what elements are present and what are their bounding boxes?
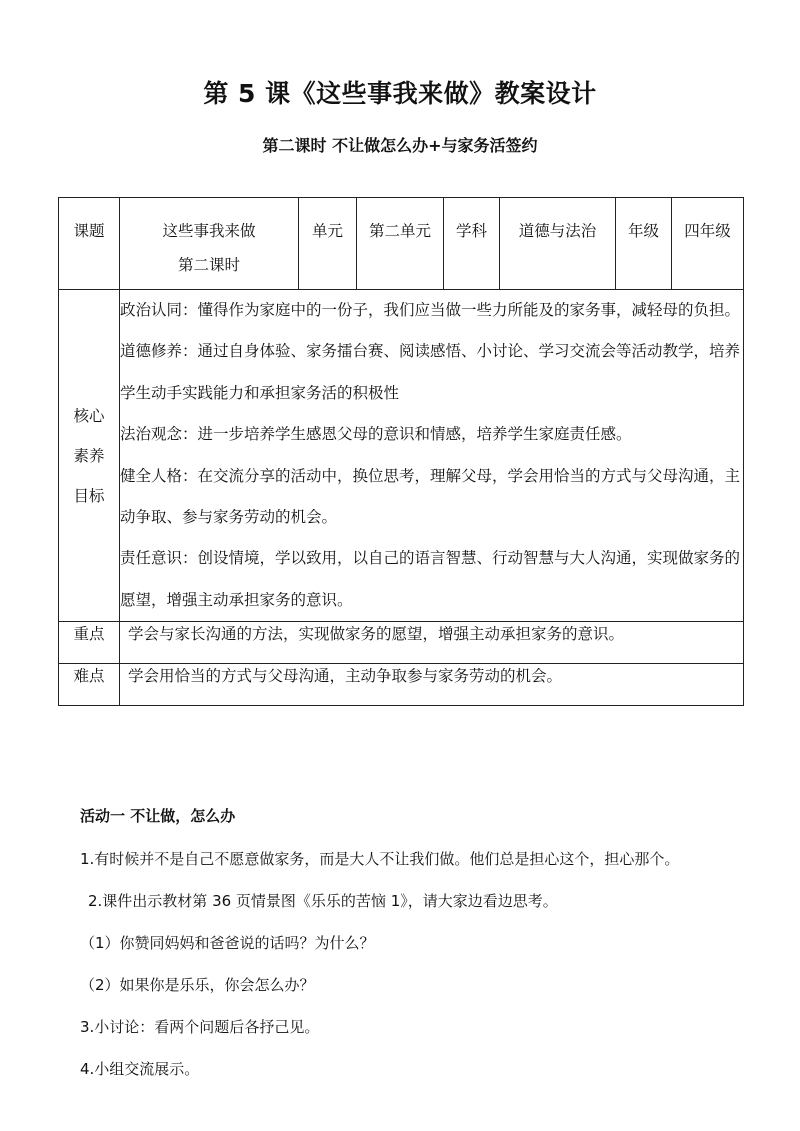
key-point-label: 重点 (59, 622, 120, 664)
goal-responsibility: 责任意识：创设情境，学以致用，以自己的语言智慧、行动智慧与大人沟通，实现做家务的愿望，增强主动承担家务的意识。 (120, 549, 741, 609)
topic-line-1: 这些事我来做 (162, 222, 256, 240)
difficulty-label: 难点 (59, 664, 120, 706)
page-subtitle: 第二课时 不让做怎么办+与家务活签约 (262, 136, 538, 155)
label-unit-cell: 单元 (299, 198, 357, 290)
goal-personality: 健全人格：在交流分享的活动中，换位思考，理解父母，学会用恰当的方式与父母沟通，主动争取、参与家务劳动的机会。 (120, 466, 741, 527)
label-grade-cell: 年级 (616, 198, 672, 290)
goal-law: 法治观念：进一步培养学生感恩父母的意识和情感，培养学生家庭责任感。 (120, 425, 632, 444)
key-point-row (59, 622, 744, 664)
core-goals-row (59, 290, 744, 622)
activity-heading: 活动一 不让做，怎么办 (80, 807, 236, 825)
label-topic-cell: 课题 (59, 198, 120, 290)
table-header-row (59, 198, 744, 290)
activity-line-1: 1.有时候并不是自己不愿意做家务，而是大人不让我们做。他们总是担心这个，担心那个。 (80, 850, 680, 868)
activity-line-3: （1）你赞同妈妈和爸爸说的话吗？为什么？ (80, 934, 375, 952)
unit-cell: 第二单元 (357, 198, 444, 290)
core-goals-label: 核心 素养 目标 (59, 290, 120, 622)
topic-cell (120, 198, 299, 290)
lesson-info-table (58, 197, 744, 706)
subject-cell: 道德与法治 (500, 198, 616, 290)
key-point-text: 学会与家长沟通的方法，实现做家务的愿望，增强主动承担家务的意识。 (120, 622, 744, 664)
activity-line-5: 3.小讨论：看两个问题后各抒己见。 (80, 1018, 320, 1036)
grade-cell: 四年级 (672, 198, 744, 290)
difficulty-text: 学会用恰当的方式与父母沟通，主动争取参与家务劳动的机会。 (120, 664, 744, 706)
page-title: 第 5 课《这些事我来做》教案设计 (203, 79, 597, 108)
label-subject-cell: 学科 (444, 198, 500, 290)
topic-line-2: 第二课时 (177, 256, 240, 274)
core-goals-content (120, 290, 744, 622)
activity-line-6: 4.小组交流展示。 (80, 1060, 200, 1078)
difficulty-row (59, 664, 744, 706)
activity-line-2: 2.课件出示教材第 36 页情景图《乐乐的苦恼 1》，请大家边看边思考。 (88, 892, 558, 910)
goal-morality: 道德修养：通过自身体验、家务擂台赛、阅读感悟、小讨论、学习交流会等活动教学，培养学生动手实践能力和承担家务活的积极性 (120, 342, 741, 402)
activity-line-4: （2）如果你是乐乐，你会怎么办？ (80, 976, 315, 994)
goal-political: 政治认同：懂得作为家庭中的一份子，我们应当做一些力所能及的家务事，减轻母的负担。 (120, 301, 741, 319)
